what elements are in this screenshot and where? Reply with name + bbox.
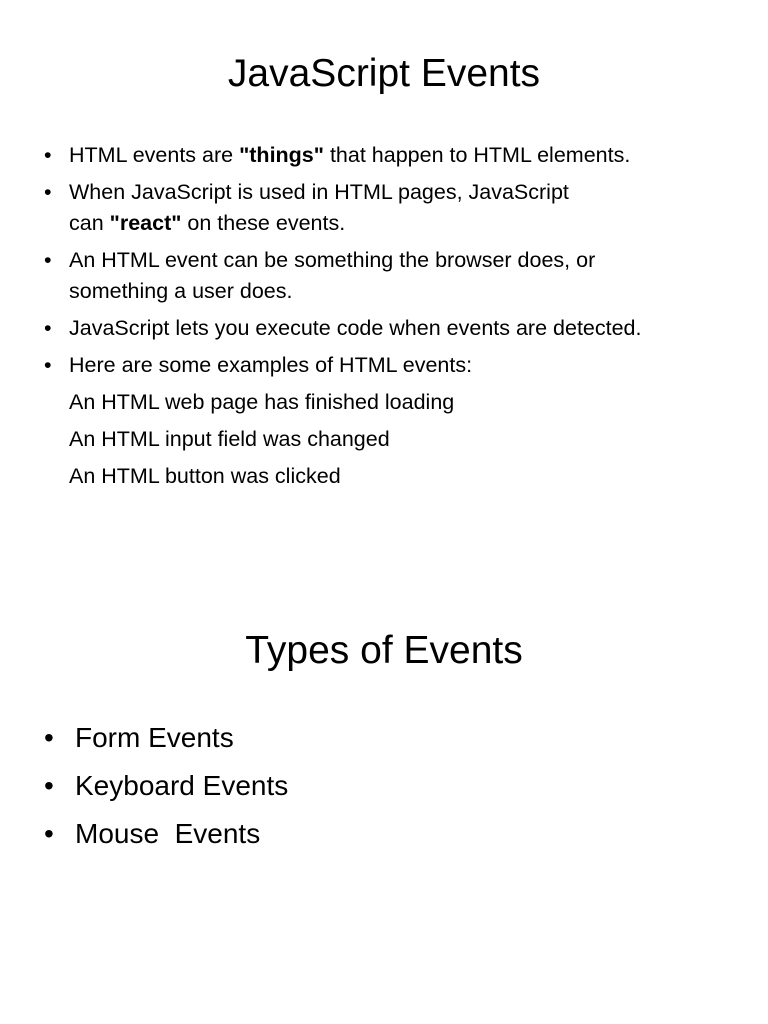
slide-title: JavaScript Events [227, 52, 541, 95]
bullet-item [44, 140, 759, 171]
example-text: An HTML web page has finished loading [69, 390, 455, 414]
example-text: An HTML input field was changed [69, 427, 390, 451]
bullet-icon: • [44, 180, 52, 204]
bullet-text: Keyboard Events [75, 770, 289, 801]
bullet-item [44, 766, 644, 806]
slide-types-of-events [0, 512, 768, 1024]
bullet-icon: • [44, 143, 52, 167]
bullet-list [44, 140, 759, 498]
example-item [44, 461, 759, 492]
bullet-item [44, 718, 644, 758]
text-part: HTML events are [69, 143, 240, 167]
bullet-text-line2 [69, 208, 759, 239]
bullet-icon: • [44, 818, 54, 849]
text-part: that happen to HTML elements. [323, 143, 631, 167]
bullet-text-line2: something a user does. [69, 279, 293, 303]
bullet-item [44, 350, 759, 381]
bullet-text: Form Events [75, 722, 234, 753]
bullet-icon: • [44, 353, 52, 377]
bullet-text [69, 140, 759, 171]
bullet-text: JavaScript lets you execute code when events are detected. [69, 316, 642, 340]
bullet-icon: • [44, 770, 54, 801]
bullet-text: Here are some examples of HTML events: [69, 353, 473, 377]
example-item [44, 424, 759, 455]
bullet-icon: • [44, 248, 52, 272]
bullet-icon: • [44, 316, 52, 340]
bullet-icon: • [44, 722, 54, 753]
bullet-item [44, 313, 759, 344]
bullet-text-line1: When JavaScript is used in HTML pages, JavaScript [69, 180, 569, 204]
bold-text: "react" [109, 211, 182, 235]
bullet-text: Mouse Events [75, 818, 261, 849]
example-text: An HTML button was clicked [69, 464, 341, 488]
bullet-list [44, 718, 644, 862]
text-part: on these events. [181, 211, 346, 235]
bullet-text-line1: An HTML event can be something the browser does, or [69, 248, 596, 272]
slide-title: Types of Events [245, 629, 523, 672]
bold-text: "things" [239, 143, 324, 167]
text-part: can [69, 211, 110, 235]
bullet-item [44, 245, 759, 307]
bullet-item [44, 177, 759, 239]
example-item [44, 387, 759, 418]
bullet-item [44, 814, 644, 854]
